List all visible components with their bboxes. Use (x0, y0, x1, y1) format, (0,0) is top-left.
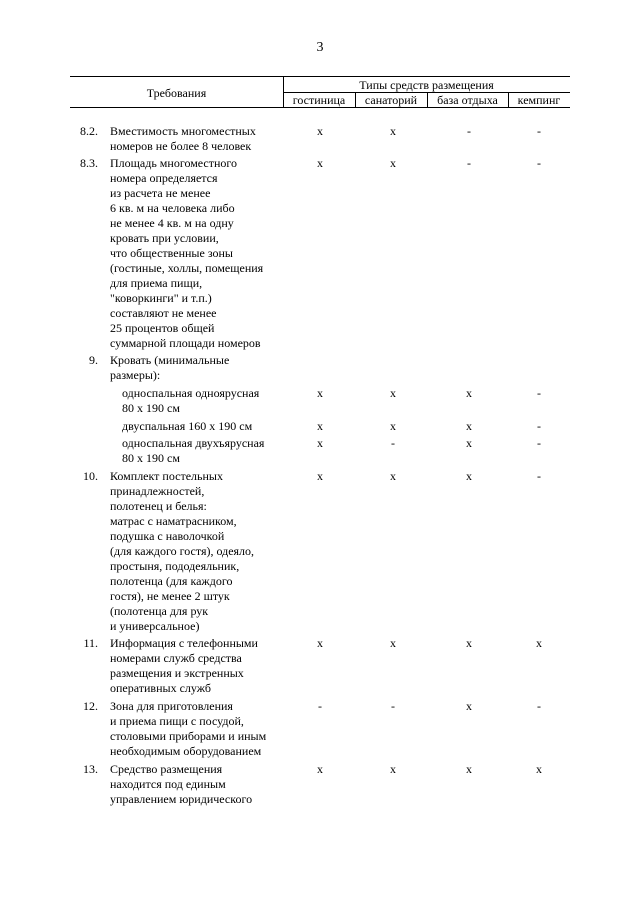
header-type-hotel: гостиница (292, 93, 346, 107)
mark-hotel: x (317, 762, 323, 776)
mark-camping: - (537, 436, 541, 450)
mark-camping: x (536, 636, 542, 650)
mark-recreation-base: x (466, 436, 472, 450)
mark-sanatorium: x (390, 469, 396, 483)
header-type-recreation-base: база отдыха (437, 93, 498, 107)
mark-recreation-base: x (466, 419, 472, 433)
mark-hotel: x (317, 124, 323, 138)
row-number: 8.3. (80, 156, 98, 170)
row-requirement-sub: односпальная одноярусная 80 х 190 см (122, 386, 260, 415)
mark-sanatorium: x (390, 636, 396, 650)
header-type-sanatorium: санаторий (364, 93, 418, 107)
mark-sanatorium: x (390, 419, 396, 433)
header-types-group: Типы средств размещения (359, 78, 494, 92)
mark-camping: - (537, 156, 541, 170)
row-number: 13. (83, 762, 98, 776)
mark-recreation-base: x (466, 636, 472, 650)
mark-camping: - (537, 699, 541, 713)
mark-recreation-base: x (466, 762, 472, 776)
mark-camping: - (537, 124, 541, 138)
mark-hotel: x (317, 156, 323, 170)
mark-hotel: x (317, 386, 323, 400)
mark-hotel: x (317, 636, 323, 650)
mark-recreation-base: x (466, 699, 472, 713)
mark-camping: x (536, 762, 542, 776)
mark-hotel: x (317, 419, 323, 433)
row-requirement: Вместимость многоместных номеров не более 8 человек (110, 124, 256, 153)
mark-recreation-base: x (466, 386, 472, 400)
row-number: 10. (83, 469, 98, 483)
mark-sanatorium: x (390, 386, 396, 400)
mark-camping: - (537, 386, 541, 400)
page-number: 3 (316, 40, 324, 55)
row-requirement: Средство размещения находится под единым управлением юридического (110, 762, 253, 806)
row-requirement: Зона для приготовления и приема пищи с посудой, столовыми приборами и иным необходимым оборудованием (110, 699, 267, 758)
mark-sanatorium: x (390, 124, 396, 138)
mark-sanatorium: - (391, 699, 395, 713)
mark-recreation-base: - (467, 156, 471, 170)
row-number: 8.2. (80, 124, 98, 138)
row-number: 11. (83, 636, 98, 650)
row-requirement: Информация с телефонными номерами служб средства размещения и экстренных оперативных служб (110, 636, 258, 695)
mark-recreation-base: x (466, 469, 472, 483)
row-requirement: Кровать (минимальные размеры): (110, 353, 230, 382)
row-number: 12. (83, 699, 98, 713)
mark-sanatorium: - (391, 436, 395, 450)
row-requirement-sub: односпальная двухъярусная 80 х 190 см (122, 436, 265, 465)
header-top-rule (70, 76, 570, 77)
mark-camping: - (537, 469, 541, 483)
mark-sanatorium: x (390, 762, 396, 776)
mark-hotel: - (318, 699, 322, 713)
row-requirement: Комплект постельных принадлежностей, полотенец и белья: матрас с наматрасником, подушка с наволочкой (для каждого гостя), одеяло, простыня, пододеяльник, полотенца (для каждого гостя), не менее 2 штук (полотенца для рук и универсальное) (110, 469, 255, 633)
mark-sanatorium: x (390, 156, 396, 170)
header-bottom-rule (70, 107, 570, 108)
row-requirement: Площадь многоместного номера определяется из расчета не менее 6 кв. м на человека либо не менее 4 кв. м на одну кровать при условии, что общественные зоны (гостиные, холлы, помещения для приема пищи, "коворкинги" и т.п.) составляют не менее 25 процентов общей суммарной площади номеров (110, 156, 264, 350)
mark-hotel: x (317, 436, 323, 450)
mark-camping: - (537, 419, 541, 433)
mark-recreation-base: - (467, 124, 471, 138)
header-requirements: Требования (146, 86, 207, 100)
row-requirement-sub: двуспальная 160 х 190 см (122, 419, 253, 433)
header-type-camping: кемпинг (517, 93, 561, 107)
row-number: 9. (89, 353, 98, 367)
mark-hotel: x (317, 469, 323, 483)
